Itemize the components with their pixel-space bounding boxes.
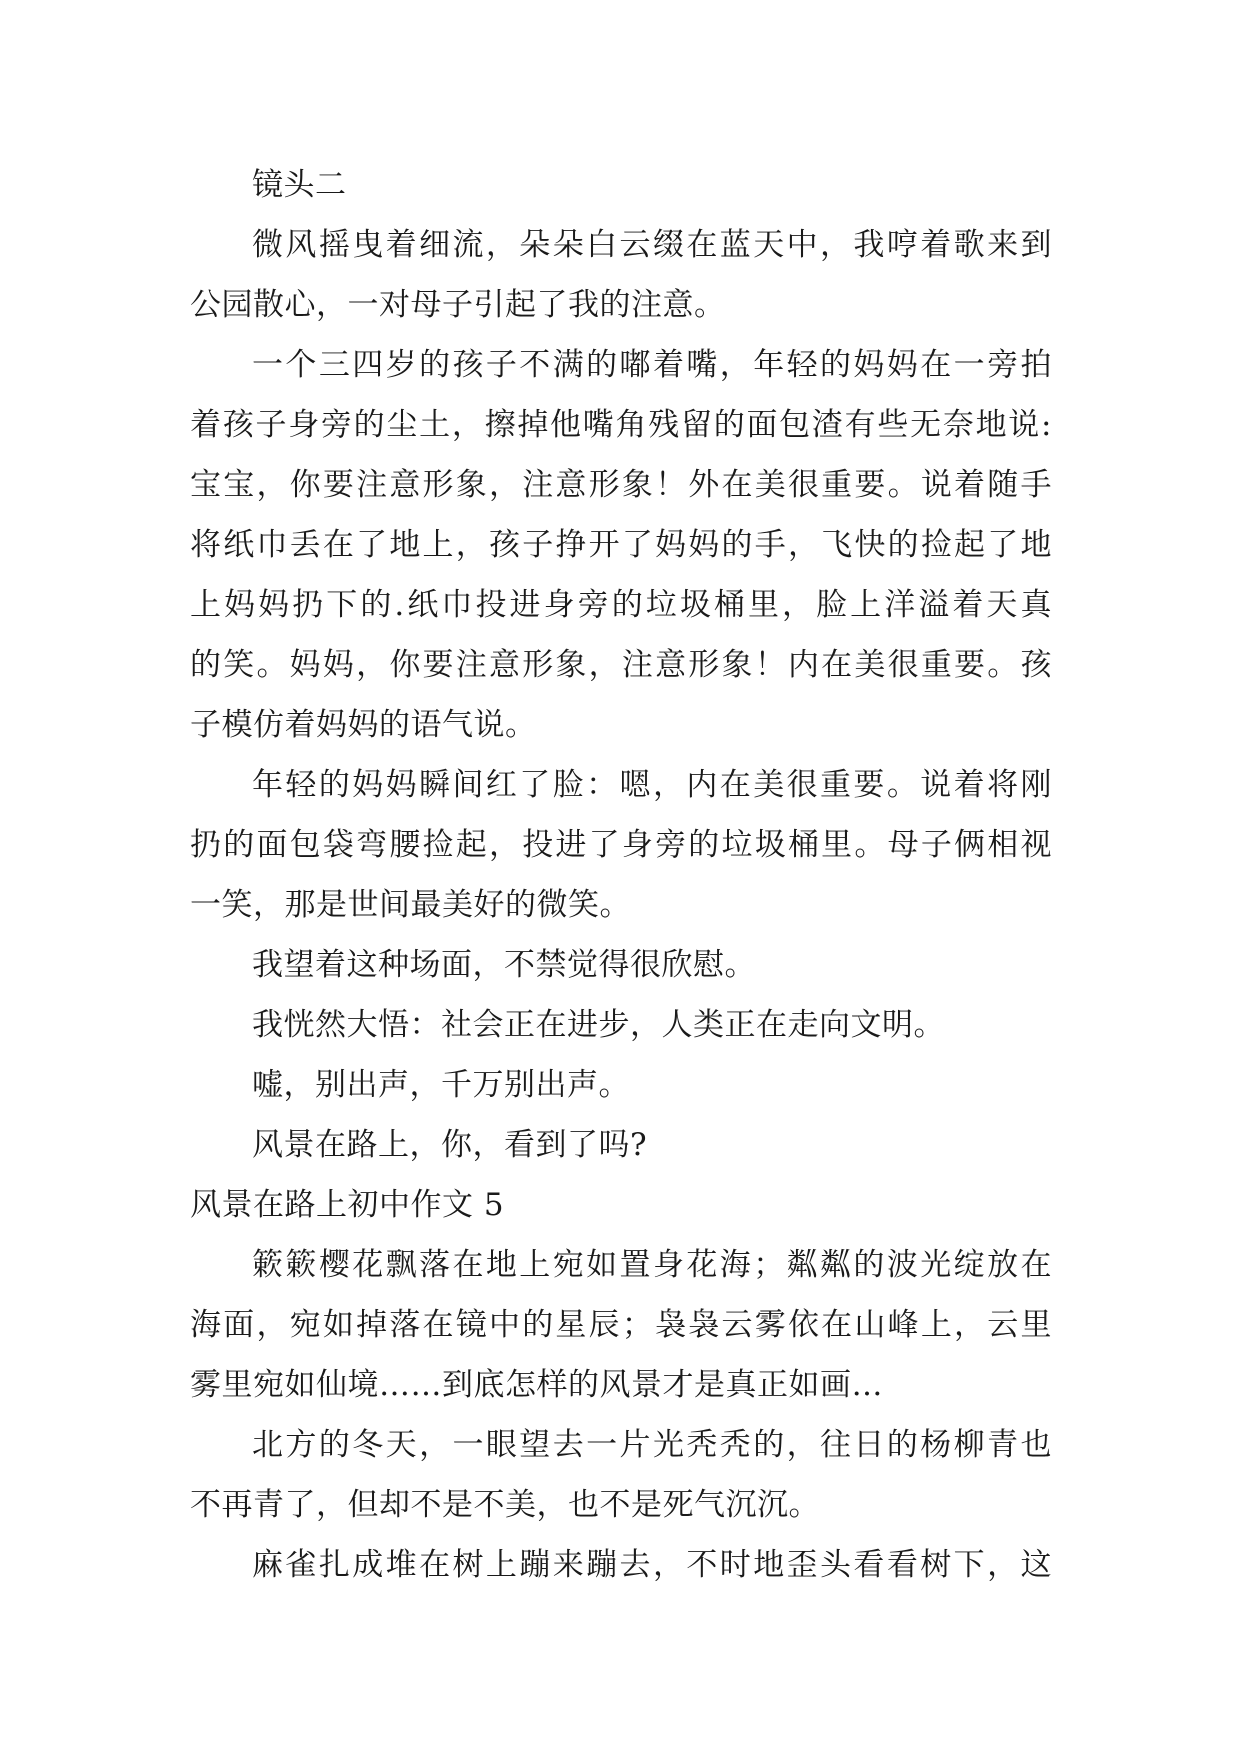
paragraph-line: 北方的冬天，一眼望去一片光秃秃的，往日的杨柳青也 [252,1427,1052,1463]
paragraph-line: 着孩子身旁的尘土，擦掉他嘴角残留的面包渣有些无奈地说: [190,407,1052,443]
paragraph-line: 一笑，那是世间最美好的微笑。 [190,887,631,923]
paragraph-line: 扔的面包袋弯腰捡起，投进了身旁的垃圾桶里。母子俩相视 [190,827,1052,863]
paragraph-line: 上妈妈扔下的.纸巾投进身旁的垃圾桶里，脸上洋溢着天真 [190,587,1052,623]
paragraph-line: 一个三四岁的孩子不满的嘟着嘴，年轻的妈妈在一旁拍 [252,347,1052,383]
paragraph-line: 雾里宛如仙境……到底怎样的风景才是真正如画… [190,1367,883,1403]
paragraph-line: 微风摇曳着细流，朵朵白云缀在蓝天中，我哼着歌来到 [252,227,1052,263]
paragraph-line: 我望着这种场面，不禁觉得很欣慰。 [252,947,756,983]
essay-title: 风景在路上初中作文 5 [190,1187,505,1223]
paragraph-line: 簌簌樱花飘落在地上宛如置身花海；粼粼的波光绽放在 [252,1247,1052,1283]
paragraph-line: 将纸巾丢在了地上，孩子挣开了妈妈的手，飞快的捡起了地 [190,527,1052,563]
paragraph-line: 年轻的妈妈瞬间红了脸：嗯，内在美很重要。说着将刚 [252,767,1052,803]
paragraph-line: 宝宝，你要注意形象，注意形象！外在美很重要。说着随手 [190,467,1052,503]
paragraph-line: 的笑。妈妈，你要注意形象，注意形象！内在美很重要。孩 [190,647,1052,683]
paragraph-line: 海面，宛如掉落在镜中的星辰；袅袅云雾依在山峰上，云里 [190,1307,1052,1343]
paragraph-line: 我恍然大悟：社会正在进步，人类正在走向文明。 [252,1007,945,1043]
paragraph-line: 风景在路上，你，看到了吗? [252,1127,648,1163]
document-body [190,155,1052,1595]
paragraph-line: 子模仿着妈妈的语气说。 [190,707,537,743]
paragraph-line: 嘘，别出声，千万别出声。 [252,1067,630,1103]
paragraph-line: 麻雀扎成堆在树上蹦来蹦去，不时地歪头看看树下，这 [252,1547,1052,1583]
paragraph-line: 不再青了，但却不是不美，也不是死气沉沉。 [190,1487,820,1523]
section-heading-shot-two: 镜头二 [252,167,347,203]
paragraph-line: 公园散心，一对母子引起了我的注意。 [190,287,726,323]
